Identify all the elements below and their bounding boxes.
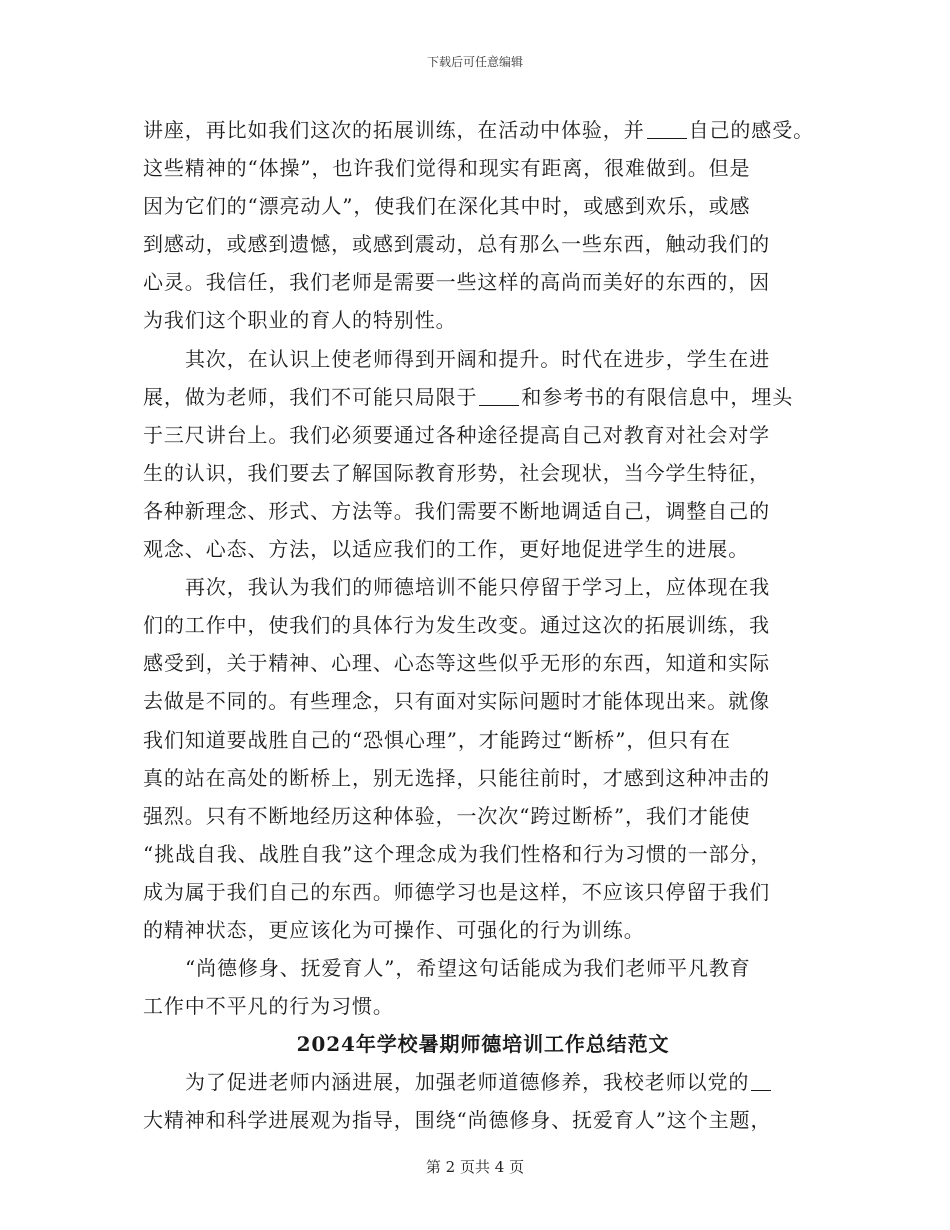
fill-blank — [479, 383, 519, 406]
paragraph-line: 工作中不平凡的行为习惯。 — [143, 994, 394, 1019]
text-segment: 展，做为老师，我们不可能只局限于 — [143, 384, 478, 409]
paragraph-line: 去做是不同的。有些理念，只有面对实际问题时才能体现出来。就像 — [143, 689, 770, 714]
paragraph-line: 真的站在高处的断桥上，别无选择，只能往前时，才感到这种冲击的 — [143, 765, 770, 790]
paragraph-line: 们的工作中，使我们的具体行为发生改变。通过这次的拓展训练，我 — [143, 613, 770, 638]
paragraph-line: 我们知道要战胜自己的“恐惧心理”，才能跨过“断桥”，但只有在 — [143, 727, 731, 752]
paragraph-line: 大精神和科学进展观为指导，围绕“尚德修身、抚爱育人”这个主题， — [143, 1108, 772, 1133]
text-segment: 为了促进老师内涵进展，加强老师道德修养，我校老师以党的 — [185, 1070, 750, 1095]
paragraph-line: 观念、心态、方法，以适应我们的工作，更好地促进学生的进展。 — [143, 537, 750, 562]
paragraph-line: 生的认识，我们要去了解国际教育形势，社会现状，当今学生特征， — [143, 460, 770, 485]
paragraph-line: “挑战自我、战胜自我”这个理念成为我们性格和行为习惯的一部分， — [143, 841, 772, 866]
text-segment: 讲座，再比如我们这次的拓展训练，在活动中体验，并 — [143, 118, 645, 142]
paragraph-line — [143, 111, 823, 149]
section-title: 2024年学校暑期师德培训工作总结范文 — [296, 1032, 670, 1057]
paragraph-line: 再次，我认为我们的师德培训不能只停留于学习上，应体现在我 — [185, 575, 771, 600]
paragraph-line: 心灵。我信任，我们老师是需要一些这样的高尚而美好的东西的，因 — [143, 270, 770, 295]
paragraph-line: 成为属于我们自己的东西。师德学习也是这样，不应该只停留于我们 — [143, 879, 770, 904]
fill-blank — [647, 116, 687, 139]
paragraph-line: 强烈。只有不断地经历这种体验，一次次“跨过断桥”，我们才能使 — [143, 803, 751, 828]
paragraph-line: 的精神状态，更应该化为可操作、可强化的行为训练。 — [143, 917, 645, 942]
paragraph-line: 到感动，或感到遗憾，或感到震动，总有那么一些东西，触动我们的 — [143, 232, 770, 257]
paragraph-line: 为我们这个职业的育人的特别性。 — [143, 308, 457, 333]
text-segment: 和参考书的有限信息中，埋头 — [521, 384, 794, 409]
paragraph-line: 这些精神的“体操”，也许我们觉得和现实有距离，很难做到。但是 — [143, 156, 751, 181]
paragraph-line — [143, 1063, 823, 1101]
paragraph-line: “尚德修身、抚爱育人”，希望这句话能成为我们老师平凡教育 — [185, 956, 751, 981]
page-footer: 第 2 页共 4 页 — [425, 1158, 525, 1176]
fill-blank — [751, 1068, 771, 1091]
text-segment: 自己的感受。 — [688, 118, 815, 142]
paragraph-line — [143, 378, 823, 416]
paragraph-line: 于三尺讲台上。我们必须要通过各种途径提高自己对教育对社会对学 — [143, 422, 770, 447]
paragraph-line: 其次，在认识上使老师得到开阔和提升。时代在进步，学生在进 — [185, 346, 771, 371]
page-header: 下载后可任意编辑 — [426, 55, 523, 69]
document-body — [143, 111, 823, 1140]
paragraph-line: 因为它们的“漂亮动人”，使我们在深化其中时，或感到欢乐，或感 — [143, 194, 751, 219]
paragraph-line: 感受到，关于精神、心理、心态等这些似乎无形的东西，知道和实际 — [143, 651, 770, 676]
paragraph-line: 各种新理念、形式、方法等。我们需要不断地调适自己，调整自己的 — [143, 498, 770, 523]
